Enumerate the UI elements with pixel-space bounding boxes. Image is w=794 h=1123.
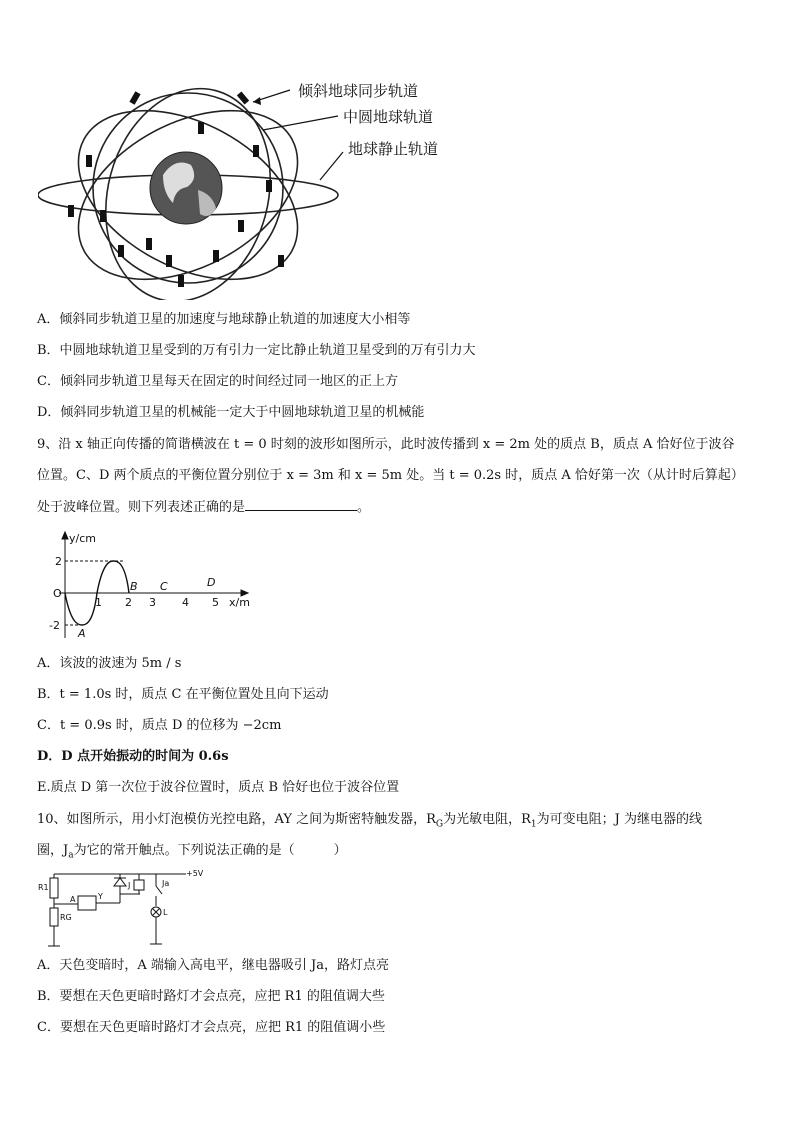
schmitt-trigger xyxy=(78,896,96,910)
x-tick-3: 3 xyxy=(149,596,156,609)
q9-option-b: B．t = 1.0s 时，质点 C 在平衡位置处且向下运动 xyxy=(37,687,329,702)
orbit-label-inclined: 倾斜地球同步轨道 xyxy=(298,82,419,100)
q8-option-a: A．倾斜同步轨道卫星的加速度与地球静止轨道的加速度大小相等 xyxy=(37,312,411,327)
q10-option-c: C．要想在天色更暗时路灯才会点亮，应把 R1 的阻值调小些 xyxy=(37,1020,386,1035)
a-label: A xyxy=(70,895,76,904)
ja-label: Ja xyxy=(162,879,170,888)
orbit-label-geostationary: 地球静止轨道 xyxy=(348,140,439,158)
x-axis-label: x/m xyxy=(229,596,250,609)
q9-stem-line3: 处于波峰位置。则下列表述正确的是 。 xyxy=(37,500,371,515)
x-tick-4: 4 xyxy=(182,596,189,609)
q8-option-c: C．倾斜同步轨道卫星每天在固定的时间经过同一地区的正上方 xyxy=(37,374,398,389)
q9-option-d: D．D 点开始振动的时间为 0.6s xyxy=(37,749,229,764)
q10-stem-line2: 圈，$J_a$为它的常开触点。下列说法正确的是（ ） xyxy=(37,843,347,861)
point-c-label: C xyxy=(160,580,168,593)
supply-label: +5V xyxy=(186,869,204,878)
r1-label: R1 xyxy=(38,883,49,892)
x-tick-2: 2 xyxy=(125,596,132,609)
q8-option-b: B．中圆地球轨道卫星受到的万有引力一定比静止轨道卫星受到的万有引力大 xyxy=(37,343,476,358)
q9-stem-line2: 位置。C、D 两个质点的平衡位置分别位于 x = 3m 和 x = 5m 处。当 t = 0.2s 时，质点 A 恰好第一次（从计时后算起） xyxy=(37,468,744,483)
q9-stem-line1: 9、沿 x 轴正向传播的简谐横波在 t = 0 时刻的波形如图所示，此时波传播到 x = 2m 处的质点 B，质点 A 恰好位于波谷 xyxy=(37,437,735,452)
y-axis-label: y/cm xyxy=(69,532,96,545)
wave-graph xyxy=(45,530,260,642)
x-tick-5: 5 xyxy=(212,596,219,609)
q10-option-b: B．要想在天色更暗时路灯才会点亮，应把 R1 的阻值调大些 xyxy=(37,989,385,1004)
point-a-label: A xyxy=(78,627,86,640)
x-tick-1: 1 xyxy=(95,596,102,609)
l-label: L xyxy=(163,908,168,917)
orbit-figure xyxy=(38,70,468,300)
q9-option-c: C．t = 0.9s 时，质点 D 的位移为 −2cm xyxy=(37,718,282,733)
circuit-diagram xyxy=(36,866,206,950)
y-tick-neg2: -2 xyxy=(49,619,60,632)
origin-label: O xyxy=(53,587,62,600)
rg-resistor xyxy=(50,908,58,926)
q9-option-a: A．该波的波速为 5m / s xyxy=(37,656,182,671)
r1-resistor xyxy=(50,878,58,898)
point-d-label: D xyxy=(207,576,216,589)
diode xyxy=(114,878,126,886)
rg-label: RG xyxy=(60,913,72,922)
q8-option-d: D．倾斜同步轨道卫星的机械能一定大于中圆地球轨道卫星的机械能 xyxy=(37,405,425,420)
relay-coil xyxy=(134,880,144,890)
orbit-label-mid: 中圆地球轨道 xyxy=(343,108,434,126)
q10-option-a: A．天色变暗时，A 端输入高电平，继电器吸引 Ja，路灯点亮 xyxy=(37,958,390,973)
y-label: Y xyxy=(98,892,103,901)
y-tick-2: 2 xyxy=(55,555,62,568)
point-b-label: B xyxy=(130,580,138,593)
q9-option-e: E.质点 D 第一次位于波谷位置时，质点 B 恰好也位于波谷位置 xyxy=(37,780,400,795)
j-label: J xyxy=(128,881,131,890)
answer-blank xyxy=(245,498,357,511)
q10-stem-line1: 10、如图所示，用小灯泡模仿光控电路，AY 之间为斯密特触发器，$R_G$为光敏电阻，$R_1$为可变电阻；J 为继电器的线 xyxy=(37,812,702,830)
